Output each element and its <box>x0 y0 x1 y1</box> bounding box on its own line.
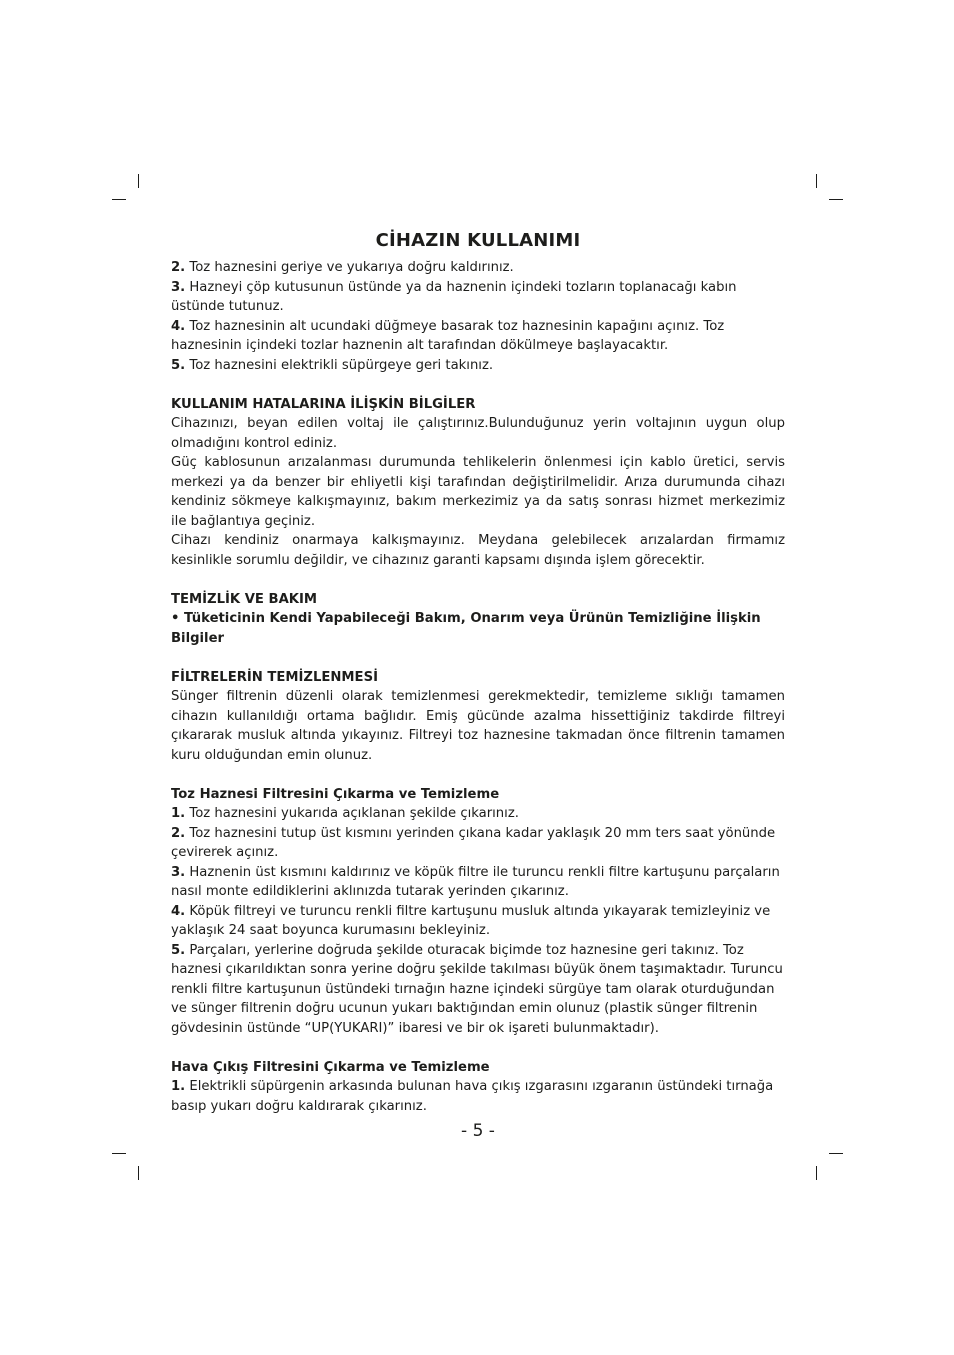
step-item <box>171 278 785 317</box>
crop-mark-top-left-vertical <box>138 174 139 188</box>
step-text: Toz haznesini tutup üst kısmını yerinden çıkana kadar yaklaşık 20 mm ters saat yönünde çevirerek açınız. <box>171 825 776 860</box>
crop-mark-top-right-horizontal <box>829 199 843 200</box>
step-text: Haznenin üst kısmını kaldırınız ve köpük filtre ile turuncu renkli filtre kartuşunu parçaların nasıl monte edildiklerini aklınızda tutarak yerinden çıkarınız. <box>171 864 780 899</box>
step-item <box>171 356 785 376</box>
step-number: 1. <box>171 806 186 821</box>
section-heading-cleaning: TEMİZLİK VE BAKIM <box>171 591 318 607</box>
step-item <box>171 863 785 902</box>
step-item <box>171 1077 785 1116</box>
step-number: 5. <box>171 357 186 373</box>
step-item <box>171 824 785 863</box>
step-text: Köpük filtreyi ve turuncu renkli filtre kartuşunu musluk altında yıkayarak temizleyiniz ve yaklaşık 24 saat boyunca kurumasını bekleyiniz. <box>171 903 771 938</box>
step-number: 3. <box>171 279 186 295</box>
step-number: 1. <box>171 1079 186 1094</box>
step-number: 4. <box>171 318 186 334</box>
page-number: - 5 - <box>461 1121 495 1141</box>
step-text: Toz haznesini elektrikli süpürgeye geri takınız. <box>185 357 494 373</box>
step-number: 2. <box>171 825 186 841</box>
step-item <box>171 941 785 1039</box>
step-item <box>171 317 785 356</box>
step-number: 4. <box>171 903 186 919</box>
paragraph: Güç kablosunun arızalanması durumunda tehlikelerin önlenmesi için kablo üretici, servis merkezi ya da benzer bir ehliyetli kişi tarafından değiştirilmelidir. Arıza durumunda cihazı kendiniz sökmeye kalkışmayınız, bakım merkezimiz ya da satış sonrası hizmet merkezimiz ile bağlantıya geçiniz. <box>171 455 785 529</box>
section-heading-dust-filter: Toz Haznesi Filtresini Çıkarma ve Temizleme <box>171 786 500 802</box>
step-text: Toz haznesini yukarıda açıklanan şekilde çıkarınız. <box>185 806 519 821</box>
page-content <box>171 230 785 1142</box>
crop-mark-bottom-left-horizontal <box>112 1153 126 1154</box>
crop-mark-top-left-horizontal <box>112 199 126 200</box>
section-heading-air-filter: Hava Çıkış Filtresini Çıkarma ve Temizleme <box>171 1059 490 1075</box>
bullet-item: • Tüketicinin Kendi Yapabileceği Bakım, Onarım veya Ürünün Temizliğine İlişkin Bilgiler <box>171 611 761 646</box>
paragraph: Cihazı kendiniz onarmaya kalkışmayınız. Meydana gelebilecek arızalardan firmamız kesinlikle sorumlu değildir, ve cihazınız garanti kapsamı dışında işlem görecektir. <box>171 533 785 568</box>
step-text: Parçaları, yerlerine doğruda şekilde oturacak biçimde toz haznesine geri takınız. Toz haznesi çıkarıldıktan sonra yerine doğru şekilde takılması büyük önem taşımaktadır. Turuncu renkli filtre kartuşunun üstündeki tırnağın hazne içindeki sürgüye tam olarak oturduğundan ve sünger filtrenin doğru ucunun yukarı baktığından emin olunuz (plastik sünger filtrenin gövdesinin üstünde “UP(YUKARI)” ibaresi ve bir ok işareti bulunmaktadır). <box>171 942 783 1036</box>
step-text: Elektrikli süpürgenin arkasında bulunan hava çıkış ızgarasını ızgaranın üstündeki tırnağa basıp yukarı doğru kaldırarak çıkarınız. <box>171 1079 774 1114</box>
section-heading-filters: FİLTRELERİN TEMİZLENMESİ <box>171 669 378 685</box>
step-text: Toz haznesini geriye ve yukarıya doğru kaldırınız. <box>185 260 514 275</box>
step-number: 2. <box>171 260 186 275</box>
crop-mark-bottom-right-horizontal <box>829 1153 843 1154</box>
step-number: 3. <box>171 864 186 880</box>
step-text: Hazneyi çöp kutusunun üstünde ya da haznenin içindeki tozların toplanacağı kabın üstünde tutunuz. <box>171 279 737 314</box>
paragraph: Sünger filtrenin düzenli olarak temizlenmesi gerekmektedir, temizleme sıklığı tamamen cihazın kullanıldığı ortama bağlıdır. Emiş gücünde azalma hissettiğiniz takdirde filtreyi çıkararak musluk altında yıkayınız. Filtreyi toz haznesine takmadan önce filtrenin tamamen kuru olduğundan emin olunuz. <box>171 689 785 763</box>
crop-mark-bottom-left-vertical <box>138 1166 139 1180</box>
crop-mark-bottom-right-vertical <box>816 1166 817 1180</box>
step-item <box>171 804 785 824</box>
step-item <box>171 258 785 278</box>
crop-mark-top-right-vertical <box>816 174 817 188</box>
step-item <box>171 902 785 941</box>
page-title: CİHAZIN KULLANIMI <box>375 230 581 251</box>
section-heading-usage-errors: KULLANIM HATALARINA İLİŞKİN BİLGİLER <box>171 396 476 412</box>
paragraph: Cihazınızı, beyan edilen voltaj ile çalıştırınız.Bulunduğunuz yerin voltajının uygun olup olmadığını kontrol ediniz. <box>171 416 785 451</box>
step-number: 5. <box>171 942 186 958</box>
step-text: Toz haznesinin alt ucundaki düğmeye basarak toz haznesinin kapağını açınız. Toz haznesinin içindeki tozlar haznenin alt tarafından dökülmeye başlayacaktır. <box>171 318 725 353</box>
